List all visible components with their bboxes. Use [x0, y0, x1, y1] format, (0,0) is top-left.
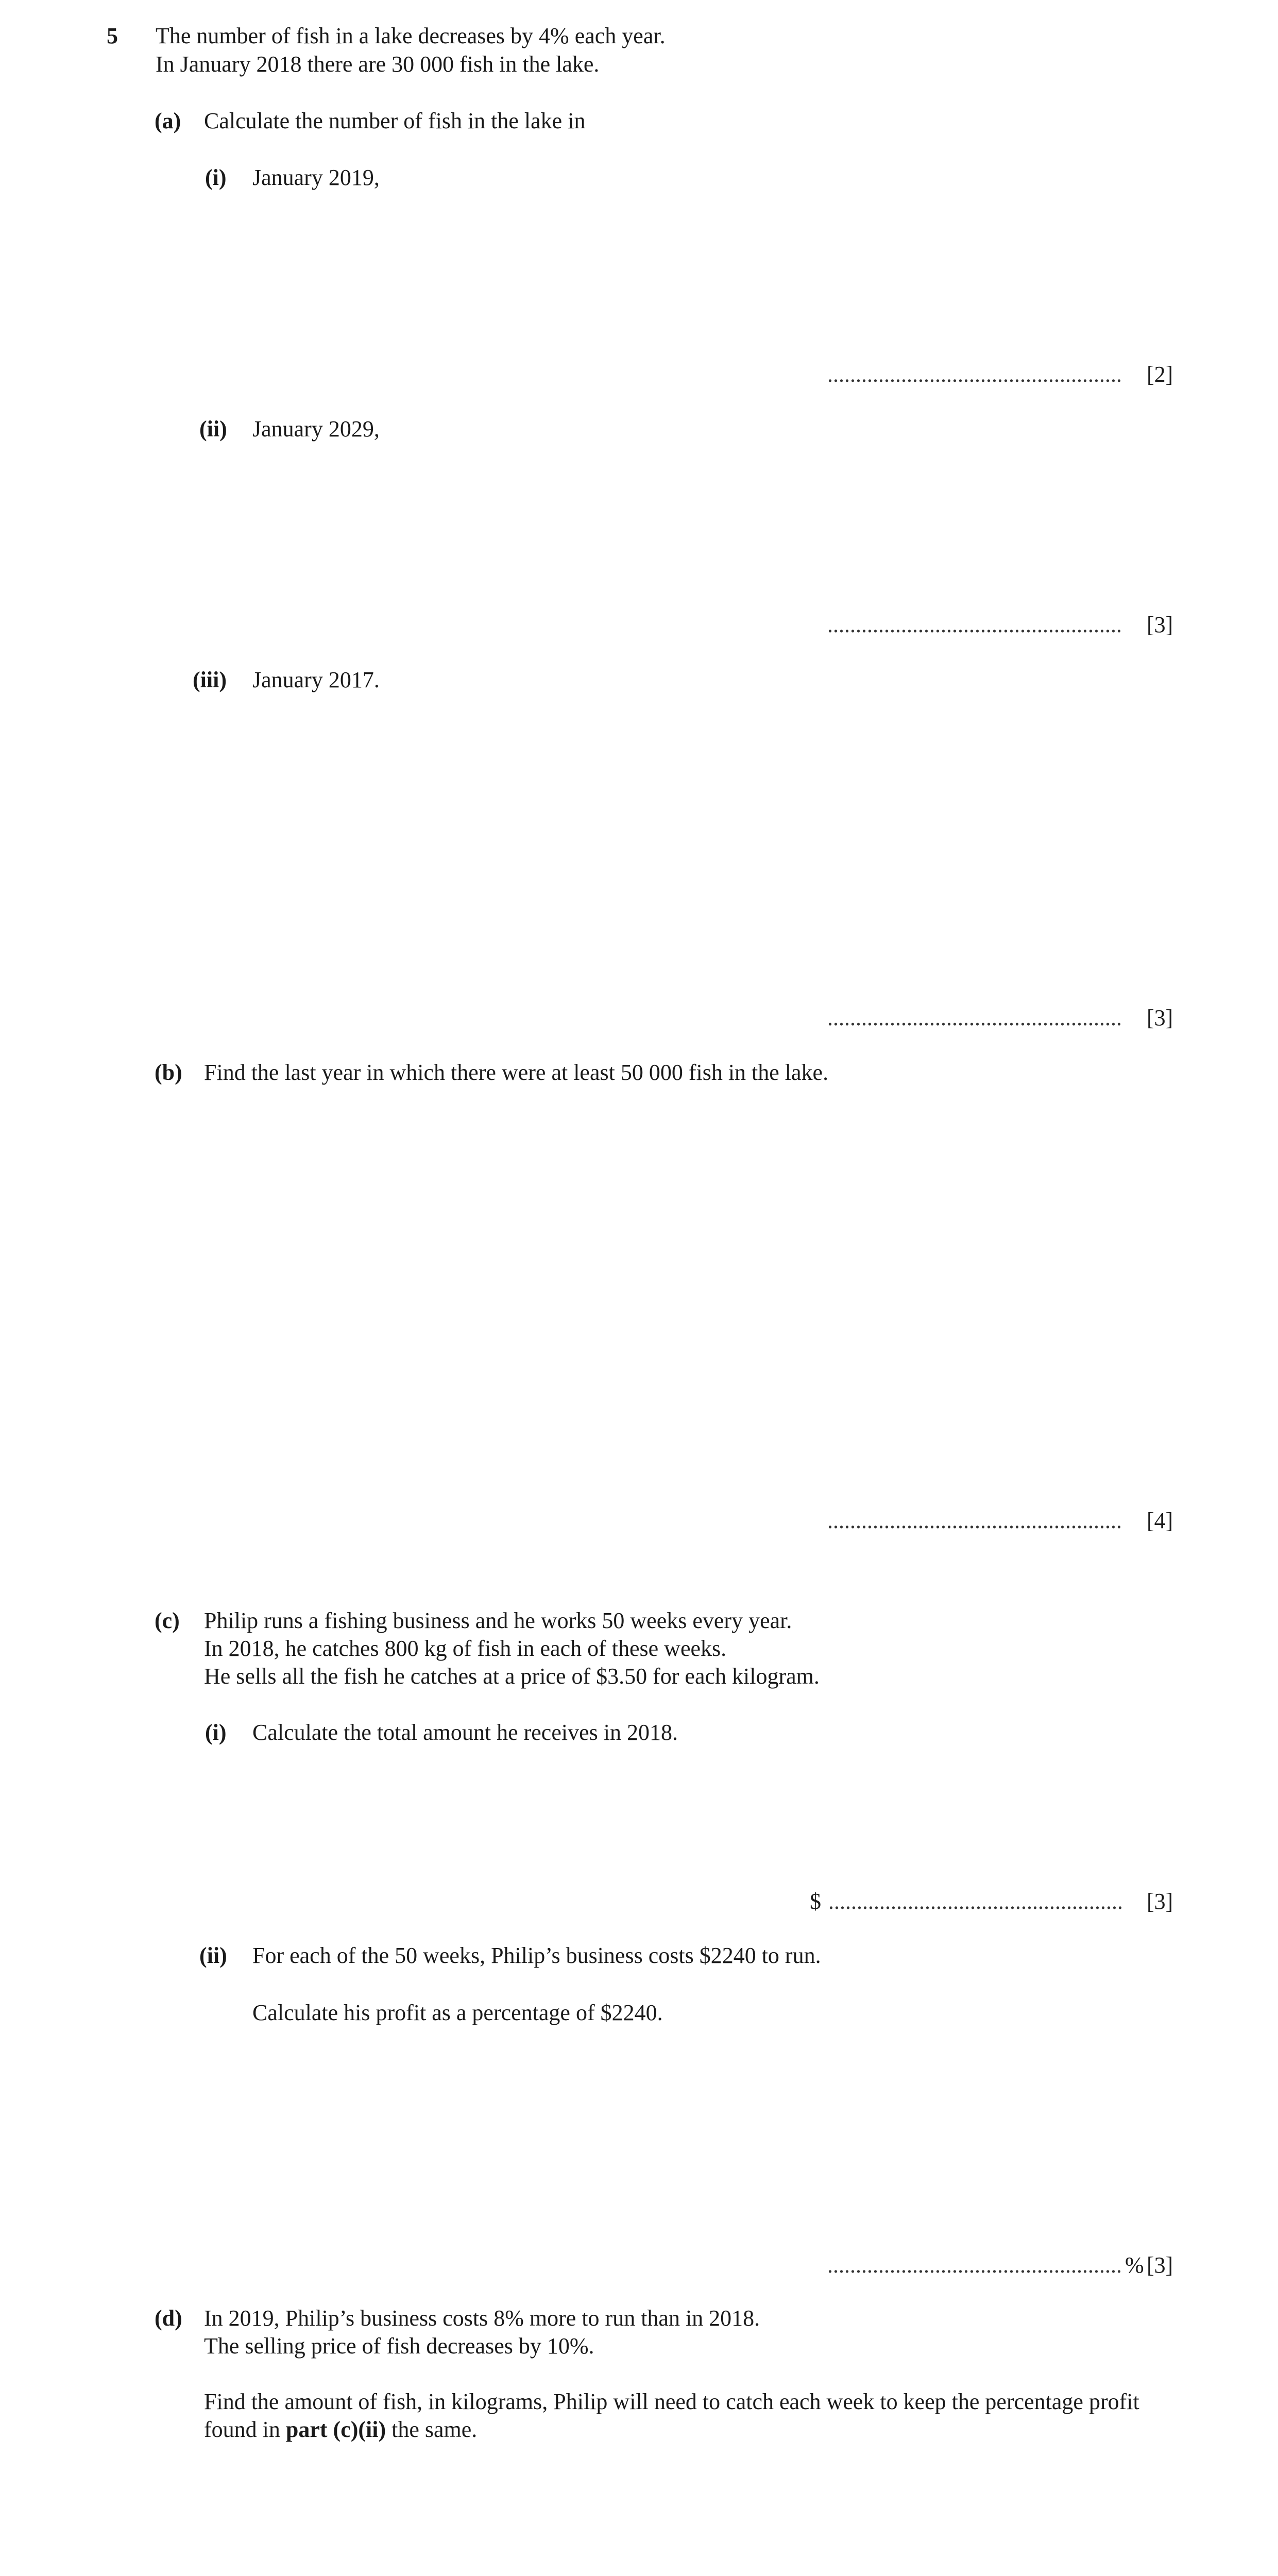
- part-a-ii-label: (ii): [199, 416, 227, 442]
- answer-line-b[interactable]: [827, 1510, 1122, 1532]
- answer-dots: ....................................................: [827, 1005, 1122, 1030]
- answer-dots: ....................................................: [827, 1508, 1122, 1533]
- part-a-iii-label: (iii): [193, 667, 227, 692]
- part-a-label: (a): [155, 108, 181, 133]
- answer-line-a-iii[interactable]: [827, 1007, 1122, 1029]
- answer-dots: ....................................................: [827, 612, 1122, 637]
- part-d-label: (d): [155, 2306, 182, 2331]
- part-c-label: (c): [155, 1608, 180, 1633]
- percent-suffix: %: [1125, 2252, 1144, 2278]
- answer-line-a-ii[interactable]: [827, 614, 1122, 636]
- question-number: 5: [107, 23, 118, 48]
- part-c-i-label: (i): [205, 1720, 227, 1745]
- answer-line-c-i[interactable]: [810, 1890, 1123, 1913]
- part-c-ii-text-2: Calculate his profit as a percentage of $2240.: [252, 2000, 663, 2025]
- part-a-ii-text: January 2029,: [252, 416, 380, 442]
- marks-a-iii: [3]: [1147, 1005, 1173, 1030]
- part-d-line-1: In 2019, Philip’s business costs 8% more to run than in 2018.: [204, 2306, 760, 2331]
- part-b-text: Find the last year in which there were at least 50 000 fish in the lake.: [204, 1060, 829, 1085]
- part-c-line-3: He sells all the fish he catches at a price of $3.50 for each kilogram.: [204, 1664, 820, 1689]
- answer-dots: ....................................................: [828, 1889, 1123, 1914]
- part-d-reference: part (c)(ii): [285, 2417, 386, 2442]
- part-c-i-text: Calculate the total amount he receives in 2018.: [252, 1720, 678, 1745]
- dollar-prefix: $: [810, 1889, 821, 1914]
- marks-c-ii: [3]: [1147, 2252, 1173, 2278]
- marks-b: [4]: [1147, 1508, 1173, 1533]
- part-c-ii-label: (ii): [199, 1943, 227, 1968]
- answer-line-a-i[interactable]: [827, 363, 1122, 386]
- part-c-line-1: Philip runs a fishing business and he works 50 weeks every year.: [204, 1608, 792, 1633]
- answer-dots: ....................................................: [827, 2252, 1122, 2278]
- part-c-line-2: In 2018, he catches 800 kg of fish in each of these weeks.: [204, 1636, 727, 1661]
- marks-a-i: [2]: [1147, 362, 1173, 387]
- marks-a-ii: [3]: [1147, 612, 1173, 637]
- part-d-line-2: The selling price of fish decreases by 10%.: [204, 2333, 594, 2359]
- part-d-line-4-post: the same.: [386, 2417, 478, 2442]
- intro-line-1: The number of fish in a lake decreases by 4% each year.: [156, 23, 666, 48]
- part-a-i-label: (i): [205, 165, 227, 190]
- answer-dots: ....................................................: [827, 362, 1122, 387]
- part-a-iii-text: January 2017.: [252, 667, 380, 692]
- part-a-i-text: January 2019,: [252, 165, 380, 190]
- part-c-ii-text: For each of the 50 weeks, Philip’s business costs $2240 to run.: [252, 1943, 821, 1968]
- part-d-line-3: Find the amount of fish, in kilograms, Philip will need to catch each week to keep the percentage profit: [204, 2389, 1139, 2414]
- marks-c-i: [3]: [1147, 1889, 1173, 1914]
- part-a-text: Calculate the number of fish in the lake in: [204, 108, 586, 133]
- part-d-line-4: [204, 2418, 477, 2441]
- intro-line-2: In January 2018 there are 30 000 fish in the lake.: [156, 52, 600, 77]
- part-b-label: (b): [155, 1060, 182, 1085]
- part-d-line-4-pre: found in: [204, 2417, 286, 2442]
- answer-line-c-ii[interactable]: [827, 2254, 1144, 2277]
